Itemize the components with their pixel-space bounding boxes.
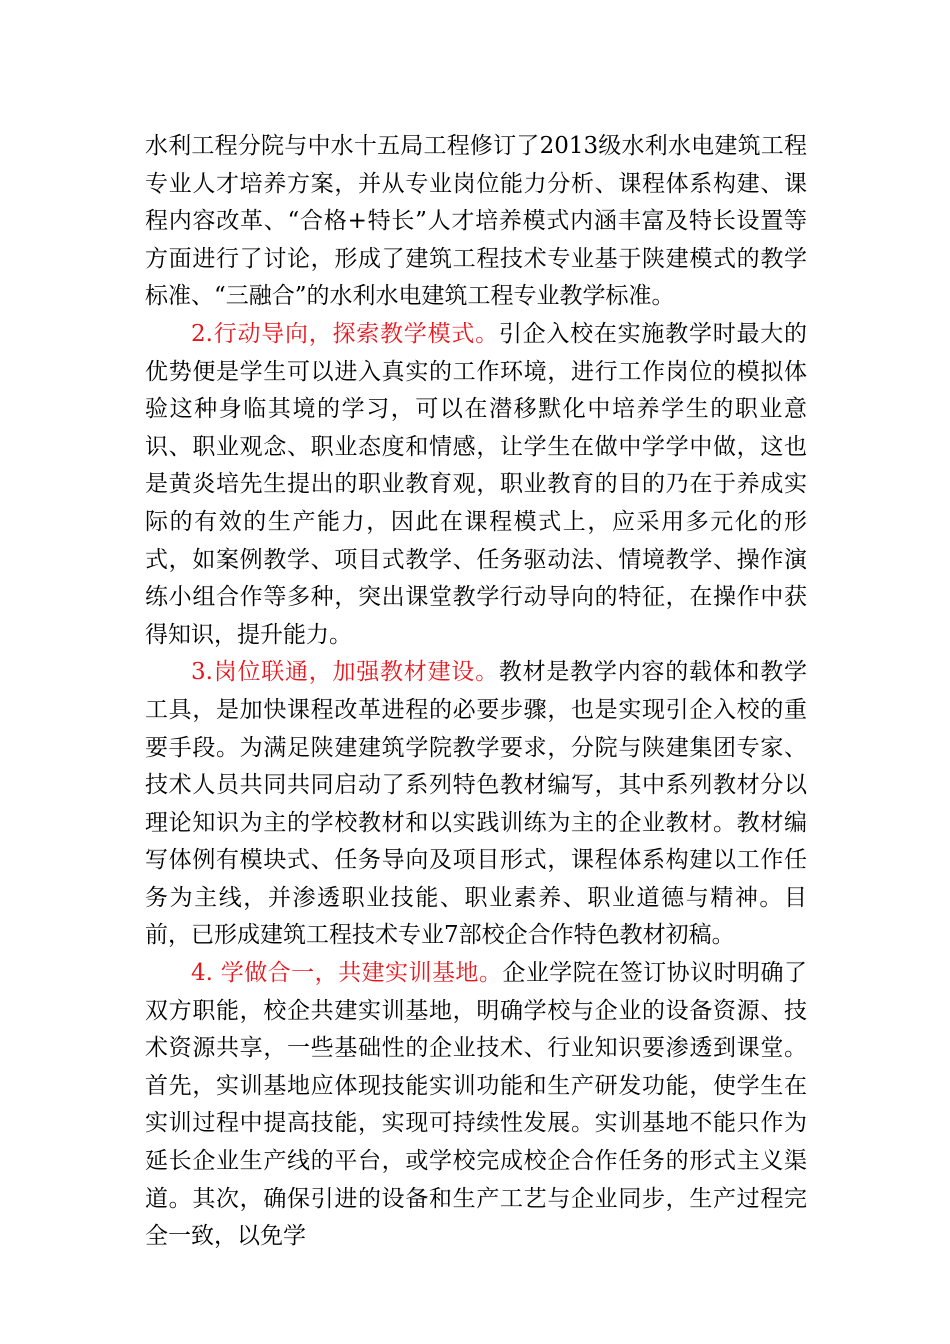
paragraph-1 <box>145 128 807 316</box>
paragraph-3-text: 教材是教学内容的载体和教学工具，是加快课程改革进程的必要步骤，也是实现引企入校的重要手段。为满足陕建建筑学院教学要求，分院与陕建集团专家、技术人员共同共同启动了系列特色教材编写，其中系列教材分以理论知识为主的学校教材和以实践训练为主的企业教材。教材编写体例有模块式、任务导向及项目形式，课程体系构建以工作任务为主线，并渗透职业技能、职业素养、职业道德与精神。目前，已形成建筑工程技术专业7部校企合作特色教材初稿。 <box>145 659 808 949</box>
paragraph-4-heading: 4. 学做合一，共建实训基地。 <box>191 960 503 987</box>
paragraph-4-text: 企业学院在签订协议时明确了双方职能，校企共建实训基地，明确学校与企业的设备资源、技术资源共享，一些基础性的企业技术、行业知识要渗透到课堂。首先，实训基地应体现技能实训功能和生产研发功能，使学生在实训过程中提高技能，实现可持续性发展。实训基地不能只作为延长企业生产线的平台，或学校完成校企合作任务的形式主义渠道。其次，确保引进的设备和生产工艺与企业同步，生产过程完全一致，以免学 <box>145 960 807 1250</box>
paragraph-3 <box>145 654 807 955</box>
document-body <box>145 128 807 1256</box>
paragraph-2 <box>145 316 807 654</box>
paragraph-1-text: 水利工程分院与中水十五局工程修订了2013级水利水电建筑工程专业人才培养方案，并从专业岗位能力分析、课程体系构建、课程内容改革、“合格+特长”人才培养模式内涵丰富及特长设置等方面进行了讨论，形成了建筑工程技术专业基于陕建模式的教学标准、“三融合”的水利水电建筑工程专业教学标准。 <box>145 133 807 310</box>
paragraph-4 <box>145 955 807 1256</box>
paragraph-3-heading: 3.岗位联通，加强教材建设。 <box>191 659 499 686</box>
paragraph-2-text: 引企入校在实施教学时最大的优势便是学生可以进入真实的工作环境，进行工作岗位的模拟体验这种身临其境的学习，可以在潜移默化中培养学生的职业意识、职业观念、职业态度和情感，让学生在做中学学中做，这也是黄炎培先生提出的职业教育观，职业教育的目的乃在于养成实际的有效的生产能力，因此在课程模式上，应采用多元化的形式，如案例教学、项目式教学、任务驱动法、情境教学、操作演练小组合作等多种，突出课堂教学行动导向的特征，在操作中获得知识，提升能力。 <box>145 320 808 648</box>
paragraph-2-heading: 2.行动导向，探索教学模式。 <box>191 320 499 347</box>
